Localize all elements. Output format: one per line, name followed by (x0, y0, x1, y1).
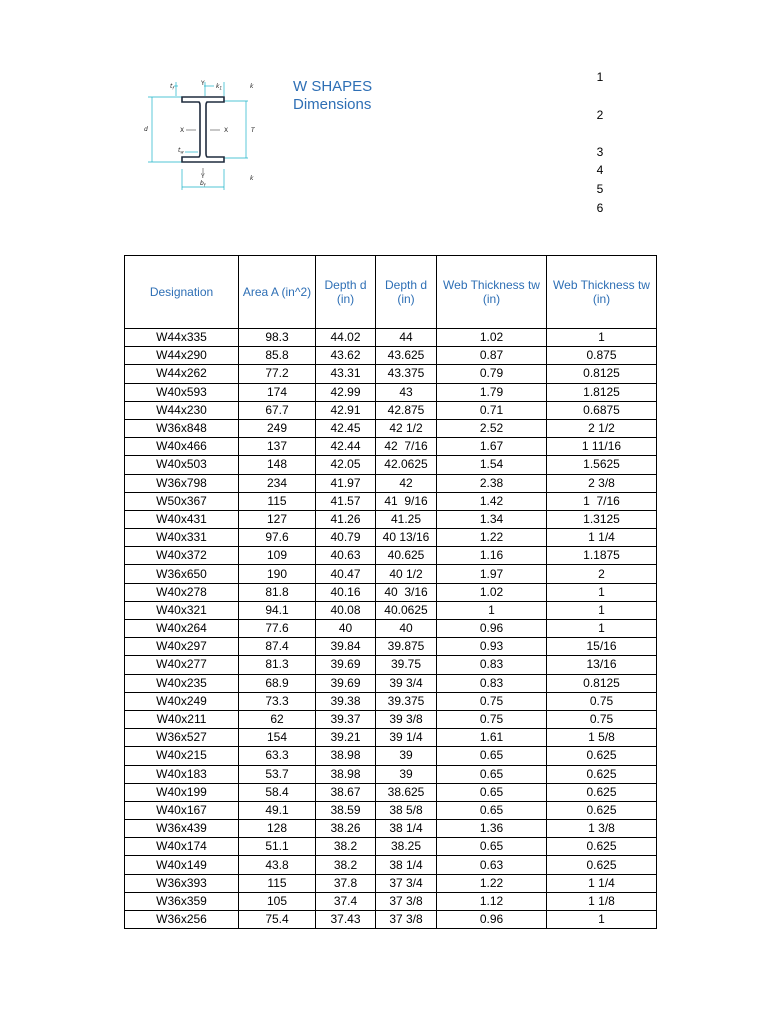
cell-designation: W40x149 (125, 856, 239, 874)
cell-designation: W40x199 (125, 783, 239, 801)
cell-area: 249 (239, 419, 316, 437)
cell-depth-fraction: 43.375 (376, 365, 437, 383)
cell-web-thickness-decimal: 0.65 (437, 838, 547, 856)
cell-web-thickness-decimal: 1.42 (437, 492, 547, 510)
cell-web-thickness-fraction: 0.625 (547, 838, 657, 856)
cell-area: 109 (239, 547, 316, 565)
bf-label: $b_f$ (200, 180, 206, 188)
cell-area: 137 (239, 438, 316, 456)
column-header-depth-decimal: Depth d (in) (316, 256, 376, 329)
w-shape-cross-section-diagram (138, 74, 262, 194)
table-row (125, 638, 657, 656)
cell-web-thickness-decimal: 0.79 (437, 365, 547, 383)
cell-web-thickness-fraction: 2 (547, 565, 657, 583)
column-header-web-thickness-fraction: Web Thickness tw (in) (547, 256, 657, 329)
cell-web-thickness-decimal: 1.54 (437, 456, 547, 474)
cell-web-thickness-fraction: 13/16 (547, 656, 657, 674)
cell-depth-decimal: 38.2 (316, 856, 376, 874)
cell-depth-decimal: 40.47 (316, 565, 376, 583)
cell-depth-decimal: 39.37 (316, 710, 376, 728)
cell-designation: W44x290 (125, 347, 239, 365)
cell-depth-decimal: 37.8 (316, 874, 376, 892)
cell-web-thickness-decimal: 0.65 (437, 783, 547, 801)
cell-depth-decimal: 38.26 (316, 820, 376, 838)
cell-area: 85.8 (239, 347, 316, 365)
cell-depth-fraction: 38.25 (376, 838, 437, 856)
cell-depth-decimal: 38.67 (316, 783, 376, 801)
cell-web-thickness-fraction: 1.5625 (547, 456, 657, 474)
k-top-label: k (250, 83, 254, 90)
cell-web-thickness-fraction: 1 1/8 (547, 892, 657, 910)
cell-web-thickness-decimal: 2.38 (437, 474, 547, 492)
cell-web-thickness-decimal: 1.79 (437, 383, 547, 401)
cell-designation: W40x593 (125, 383, 239, 401)
cell-depth-fraction: 43.625 (376, 347, 437, 365)
cell-area: 94.1 (239, 601, 316, 619)
cell-designation: W36x798 (125, 474, 239, 492)
cell-area: 67.7 (239, 401, 316, 419)
cell-depth-fraction: 42.0625 (376, 456, 437, 474)
cell-web-thickness-fraction: 0.8125 (547, 674, 657, 692)
cell-web-thickness-decimal: 0.65 (437, 747, 547, 765)
cell-depth-decimal: 40 (316, 620, 376, 638)
cell-web-thickness-fraction: 1 (547, 620, 657, 638)
cell-web-thickness-fraction: 0.75 (547, 692, 657, 710)
cell-area: 81.8 (239, 583, 316, 601)
cell-depth-decimal: 37.43 (316, 911, 376, 929)
cell-depth-fraction: 41.25 (376, 510, 437, 528)
x-axis-left-label: X (180, 127, 185, 134)
cell-web-thickness-fraction: 1 (547, 329, 657, 347)
cell-area: 58.4 (239, 783, 316, 801)
cell-designation: W40x211 (125, 710, 239, 728)
cell-designation: W40x215 (125, 747, 239, 765)
table-row (125, 601, 657, 619)
cell-web-thickness-decimal: 0.87 (437, 347, 547, 365)
cell-area: 190 (239, 565, 316, 583)
cell-depth-fraction: 42 7/16 (376, 438, 437, 456)
cell-area: 81.3 (239, 656, 316, 674)
cell-web-thickness-decimal: 1.34 (437, 510, 547, 528)
cell-depth-decimal: 38.2 (316, 838, 376, 856)
cell-designation: W40x297 (125, 638, 239, 656)
table-row (125, 838, 657, 856)
cell-depth-decimal: 42.91 (316, 401, 376, 419)
table-row (125, 474, 657, 492)
cell-web-thickness-fraction: 1 5/8 (547, 729, 657, 747)
dimensions-table (124, 255, 657, 929)
cell-depth-decimal: 40.08 (316, 601, 376, 619)
cell-web-thickness-fraction: 0.8125 (547, 365, 657, 383)
cell-depth-decimal: 41.97 (316, 474, 376, 492)
cell-depth-fraction: 40.625 (376, 547, 437, 565)
cell-web-thickness-decimal: 0.71 (437, 401, 547, 419)
cell-depth-decimal: 39.38 (316, 692, 376, 710)
table-header-row (125, 256, 657, 329)
page-number-3: 3 (596, 145, 604, 159)
table-row (125, 710, 657, 728)
y-axis-bottom-label: Y (201, 173, 205, 180)
table-row (125, 565, 657, 583)
cell-depth-decimal: 42.45 (316, 419, 376, 437)
table-row (125, 401, 657, 419)
cell-depth-decimal: 39.69 (316, 674, 376, 692)
cell-depth-fraction: 39 3/8 (376, 710, 437, 728)
table-row (125, 674, 657, 692)
table-row (125, 620, 657, 638)
cell-depth-decimal: 38.98 (316, 747, 376, 765)
d-label: d (144, 126, 148, 133)
cell-designation: W40x277 (125, 656, 239, 674)
cell-web-thickness-fraction: 15/16 (547, 638, 657, 656)
cell-depth-decimal: 41.26 (316, 510, 376, 528)
cell-web-thickness-fraction: 0.625 (547, 765, 657, 783)
cell-designation: W44x230 (125, 401, 239, 419)
cell-depth-fraction: 40 3/16 (376, 583, 437, 601)
cell-designation: W40x264 (125, 620, 239, 638)
cell-web-thickness-fraction: 1 1/4 (547, 874, 657, 892)
table-row (125, 856, 657, 874)
table-row (125, 911, 657, 929)
x-axis-right-label: X (224, 127, 229, 134)
cell-web-thickness-decimal: 1.97 (437, 565, 547, 583)
cell-area: 97.6 (239, 529, 316, 547)
cell-web-thickness-decimal: 0.65 (437, 765, 547, 783)
table-row (125, 419, 657, 437)
table-row (125, 456, 657, 474)
cell-depth-fraction: 39.375 (376, 692, 437, 710)
cell-web-thickness-fraction: 0.625 (547, 783, 657, 801)
cell-depth-fraction: 44 (376, 329, 437, 347)
cell-depth-fraction: 40 13/16 (376, 529, 437, 547)
tf-label: $t_f$ (170, 83, 174, 91)
title-line-2: Dimensions (293, 96, 372, 113)
table-row (125, 365, 657, 383)
cell-depth-fraction: 38 1/4 (376, 820, 437, 838)
y-axis-top-label: Y (201, 80, 205, 87)
cell-area: 77.2 (239, 365, 316, 383)
table-row (125, 438, 657, 456)
cell-web-thickness-fraction: 1 1/4 (547, 529, 657, 547)
cell-web-thickness-decimal: 1.22 (437, 874, 547, 892)
column-header-depth-fraction: Depth d (in) (376, 256, 437, 329)
table-row (125, 547, 657, 565)
cell-depth-fraction: 39 1/4 (376, 729, 437, 747)
page-number-5: 5 (596, 182, 604, 196)
cell-web-thickness-fraction: 0.6875 (547, 401, 657, 419)
page-number-1: 1 (596, 70, 604, 84)
cell-designation: W40x174 (125, 838, 239, 856)
cell-designation: W40x431 (125, 510, 239, 528)
table-row (125, 892, 657, 910)
cell-designation: W40x372 (125, 547, 239, 565)
cell-depth-fraction: 37 3/8 (376, 911, 437, 929)
cell-depth-decimal: 39.69 (316, 656, 376, 674)
t-label: T (251, 127, 255, 134)
cell-depth-fraction: 41 9/16 (376, 492, 437, 510)
column-header-web-thickness-decimal: Web Thickness tw (in) (437, 256, 547, 329)
table-row (125, 529, 657, 547)
cell-web-thickness-decimal: 0.93 (437, 638, 547, 656)
cell-designation: W36x359 (125, 892, 239, 910)
cell-area: 154 (239, 729, 316, 747)
cell-web-thickness-fraction: 1.8125 (547, 383, 657, 401)
cell-designation: W36x650 (125, 565, 239, 583)
cell-area: 63.3 (239, 747, 316, 765)
page-number-6: 6 (596, 201, 604, 215)
cell-area: 68.9 (239, 674, 316, 692)
table-row (125, 692, 657, 710)
cell-web-thickness-fraction: 1 7/16 (547, 492, 657, 510)
cell-depth-decimal: 38.59 (316, 801, 376, 819)
table-row (125, 729, 657, 747)
cell-designation: W36x439 (125, 820, 239, 838)
cell-web-thickness-decimal: 1.36 (437, 820, 547, 838)
cell-web-thickness-decimal: 1.02 (437, 329, 547, 347)
table-row (125, 329, 657, 347)
cell-web-thickness-fraction: 0.625 (547, 856, 657, 874)
cell-web-thickness-fraction: 2 1/2 (547, 419, 657, 437)
cell-area: 75.4 (239, 911, 316, 929)
cell-web-thickness-decimal: 0.96 (437, 911, 547, 929)
cell-depth-decimal: 40.16 (316, 583, 376, 601)
cell-area: 128 (239, 820, 316, 838)
cell-depth-decimal: 39.21 (316, 729, 376, 747)
cell-depth-decimal: 40.79 (316, 529, 376, 547)
cell-web-thickness-fraction: 0.625 (547, 747, 657, 765)
cell-web-thickness-fraction: 0.75 (547, 710, 657, 728)
table-row (125, 492, 657, 510)
table-row (125, 656, 657, 674)
cell-depth-fraction: 38.625 (376, 783, 437, 801)
cell-depth-decimal: 42.44 (316, 438, 376, 456)
table-row (125, 383, 657, 401)
k1-label: $k_1$ (216, 83, 223, 91)
cell-depth-decimal: 43.62 (316, 347, 376, 365)
cell-area: 127 (239, 510, 316, 528)
title-block (293, 78, 372, 114)
cell-web-thickness-decimal: 0.83 (437, 674, 547, 692)
page-number-4: 4 (596, 163, 604, 177)
cell-depth-fraction: 43 (376, 383, 437, 401)
cell-web-thickness-decimal: 1.67 (437, 438, 547, 456)
cell-web-thickness-decimal: 1.16 (437, 547, 547, 565)
cell-depth-fraction: 37 3/8 (376, 892, 437, 910)
cell-area: 49.1 (239, 801, 316, 819)
cell-designation: W36x527 (125, 729, 239, 747)
cell-web-thickness-decimal: 0.65 (437, 801, 547, 819)
cell-web-thickness-fraction: 1 (547, 911, 657, 929)
cell-depth-decimal: 44.02 (316, 329, 376, 347)
cell-area: 62 (239, 710, 316, 728)
cell-depth-fraction: 39.75 (376, 656, 437, 674)
cell-designation: W40x278 (125, 583, 239, 601)
cell-depth-fraction: 42.875 (376, 401, 437, 419)
table-row (125, 801, 657, 819)
cell-designation: W40x235 (125, 674, 239, 692)
cell-designation: W40x331 (125, 529, 239, 547)
cell-web-thickness-decimal: 0.75 (437, 710, 547, 728)
cell-area: 51.1 (239, 838, 316, 856)
cell-depth-decimal: 42.99 (316, 383, 376, 401)
cell-area: 77.6 (239, 620, 316, 638)
cell-web-thickness-decimal: 1.61 (437, 729, 547, 747)
cell-web-thickness-decimal: 0.96 (437, 620, 547, 638)
cell-depth-decimal: 40.63 (316, 547, 376, 565)
tw-label: $t_w$ (178, 147, 184, 155)
cell-web-thickness-fraction: 1 (547, 583, 657, 601)
table-row (125, 347, 657, 365)
cell-depth-decimal: 41.57 (316, 492, 376, 510)
cell-designation: W44x262 (125, 365, 239, 383)
table-row (125, 510, 657, 528)
cell-designation: W50x367 (125, 492, 239, 510)
cell-designation: W40x183 (125, 765, 239, 783)
table-row (125, 820, 657, 838)
cell-area: 87.4 (239, 638, 316, 656)
cell-depth-fraction: 39 3/4 (376, 674, 437, 692)
cell-depth-fraction: 39 (376, 747, 437, 765)
cell-designation: W40x249 (125, 692, 239, 710)
k-bottom-label: k (250, 175, 254, 182)
cell-area: 115 (239, 874, 316, 892)
cell-depth-fraction: 38 1/4 (376, 856, 437, 874)
column-header-designation: Designation (125, 256, 239, 329)
table-row (125, 747, 657, 765)
cell-depth-decimal: 39.84 (316, 638, 376, 656)
cell-designation: W40x466 (125, 438, 239, 456)
cell-web-thickness-fraction: 2 3/8 (547, 474, 657, 492)
cell-depth-fraction: 39.875 (376, 638, 437, 656)
cell-depth-fraction: 42 (376, 474, 437, 492)
cell-designation: W40x167 (125, 801, 239, 819)
cell-web-thickness-decimal: 1.22 (437, 529, 547, 547)
cell-web-thickness-decimal: 0.75 (437, 692, 547, 710)
cell-web-thickness-fraction: 1 3/8 (547, 820, 657, 838)
cell-designation: W36x256 (125, 911, 239, 929)
cell-area: 105 (239, 892, 316, 910)
cell-area: 148 (239, 456, 316, 474)
cell-designation: W40x321 (125, 601, 239, 619)
cell-depth-decimal: 43.31 (316, 365, 376, 383)
dimensions-table-container (124, 255, 656, 929)
cell-area: 174 (239, 383, 316, 401)
cell-depth-decimal: 38.98 (316, 765, 376, 783)
cell-web-thickness-fraction: 1.1875 (547, 547, 657, 565)
cell-web-thickness-decimal: 1.02 (437, 583, 547, 601)
table-row (125, 783, 657, 801)
title-line-1: W SHAPES (293, 78, 373, 95)
cell-web-thickness-fraction: 0.875 (547, 347, 657, 365)
cell-web-thickness-decimal: 1.12 (437, 892, 547, 910)
page-number-2: 2 (596, 108, 604, 122)
cell-web-thickness-fraction: 0.625 (547, 801, 657, 819)
table-row (125, 874, 657, 892)
cell-depth-decimal: 37.4 (316, 892, 376, 910)
cell-area: 53.7 (239, 765, 316, 783)
cell-designation: W36x393 (125, 874, 239, 892)
cell-depth-fraction: 40 1/2 (376, 565, 437, 583)
cell-area: 43.8 (239, 856, 316, 874)
cell-web-thickness-fraction: 1 11/16 (547, 438, 657, 456)
cell-depth-fraction: 39 (376, 765, 437, 783)
cell-web-thickness-decimal: 1 (437, 601, 547, 619)
cell-depth-fraction: 37 3/4 (376, 874, 437, 892)
cell-web-thickness-fraction: 1.3125 (547, 510, 657, 528)
cell-web-thickness-fraction: 1 (547, 601, 657, 619)
cell-web-thickness-decimal: 0.63 (437, 856, 547, 874)
cell-designation: W44x335 (125, 329, 239, 347)
cell-depth-decimal: 42.05 (316, 456, 376, 474)
cell-depth-fraction: 38 5/8 (376, 801, 437, 819)
cell-depth-fraction: 40 (376, 620, 437, 638)
cell-designation: W40x503 (125, 456, 239, 474)
column-header-area: Area A (in^2) (239, 256, 316, 329)
cell-area: 73.3 (239, 692, 316, 710)
cell-depth-fraction: 40.0625 (376, 601, 437, 619)
cell-designation: W36x848 (125, 419, 239, 437)
cell-area: 98.3 (239, 329, 316, 347)
table-row (125, 765, 657, 783)
cell-area: 234 (239, 474, 316, 492)
cell-depth-fraction: 42 1/2 (376, 419, 437, 437)
table-row (125, 583, 657, 601)
cell-area: 115 (239, 492, 316, 510)
table-body (125, 329, 657, 929)
cell-web-thickness-decimal: 2.52 (437, 419, 547, 437)
cell-web-thickness-decimal: 0.83 (437, 656, 547, 674)
